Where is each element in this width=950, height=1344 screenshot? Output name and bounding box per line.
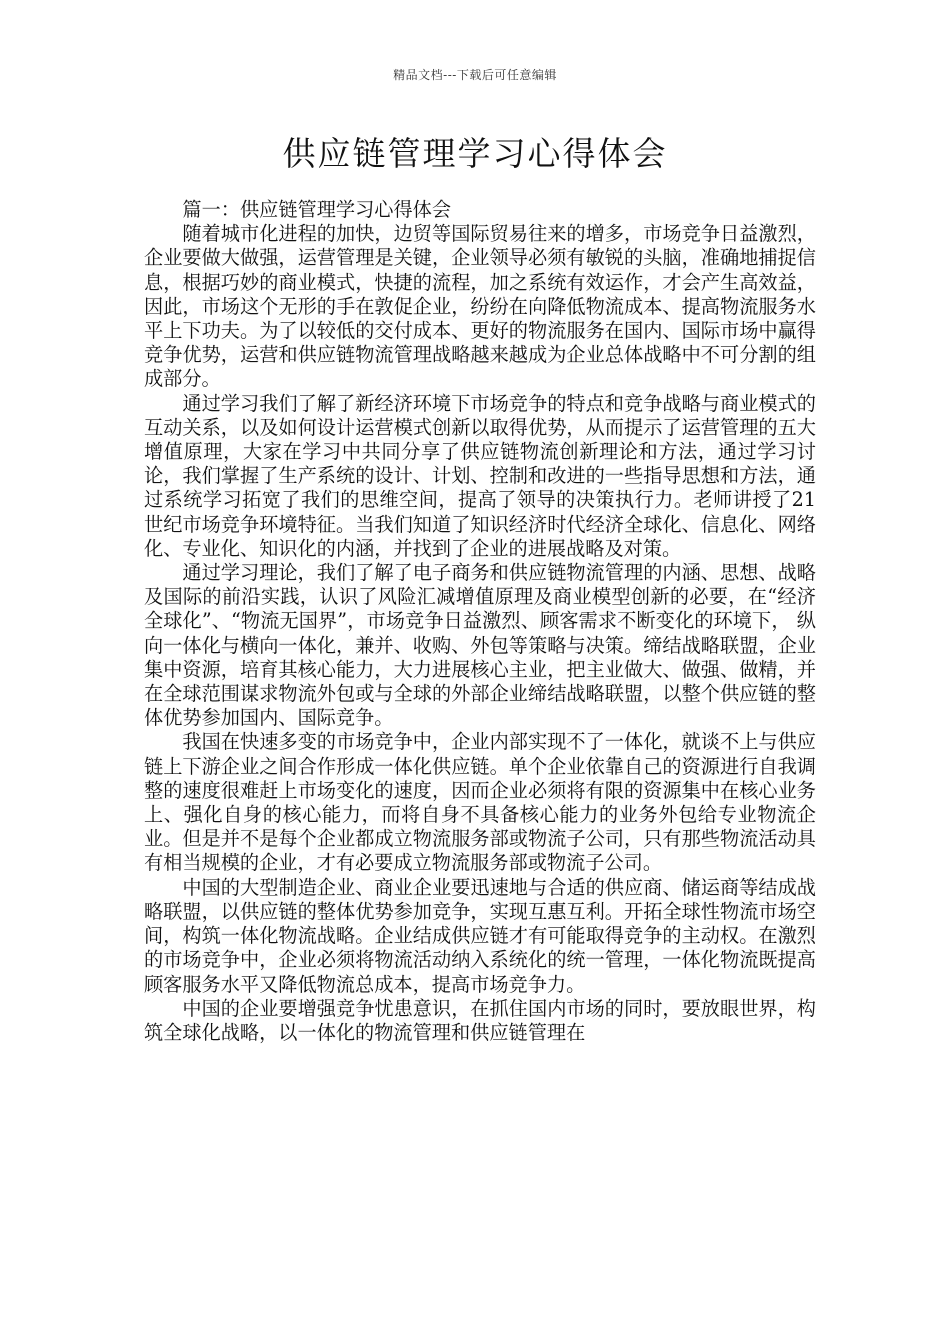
paragraph: 通过学习我们了解了新经济环境下市场竞争的特点和竞争战略与商业模式的互动关系，以及如何设计运营模式创新以取得优势，从而提示了运营管理的五大增值原理，大家在学习中共同分享了供应链物流创新理论和方法，通过学习讨论，我们掌握了生产系统的设计、计划、控制和改进的一些指导思想和方法，通过系统学习拓宽了我们的思维空间，提高了领导的决策执行力。老师讲授了21世纪市场竞争环境特征。当我们知道了知识经济时代经济全球化、信息化、网络化、专业化、知识化的内涵，并找到了企业的进展战略及对策。 bbox=[144, 391, 816, 560]
document-body bbox=[144, 198, 816, 1045]
header-watermark: 精品文档---下载后可任意编辑 bbox=[393, 68, 557, 82]
section-subheading: 篇一：供应链管理学习心得体会 bbox=[182, 198, 452, 221]
paragraph: 随着城市化进程的加快，边贸等国际贸易往来的增多，市场竞争日益激烈，企业要做大做强，运营管理是关键，企业领导必须有敏锐的头脑，准确地捕捉信息，根据巧妙的商业模式，快捷的流程，加之系统有效运作，才会产生高效益，因此，市场这个无形的手在敦促企业，纷纷在向降低物流成本、提高物流服务水平上下功夫。为了以较低的交付成本、更好的物流服务在国内、国际市场中赢得竞争优势，运营和供应链物流管理战略越来越成为企业总体战略中不可分割的组成部分。 bbox=[144, 222, 816, 391]
paragraph: 中国的大型制造企业、商业企业要迅速地与合适的供应商、储运商等结成战略联盟，以供应链的整体优势参加竞争，实现互惠互利。开拓全球性物流市场空间，构筑一体化物流战略。企业结成供应链才有可能取得竞争的主动权。在激烈的市场竞争中，企业必须将物流活动纳入系统化的统一管理，一体化物流既提高顾客服务水平又降低物流总成本，提高市场竞争力。 bbox=[144, 875, 816, 996]
paragraph: 中国的企业要增强竞争忧患意识，在抓住国内市场的同时，要放眼世界，构筑全球化战略，以一体化的物流管理和供应链管理在 bbox=[144, 996, 816, 1044]
document-title: 供应链管理学习心得体会 bbox=[282, 134, 668, 173]
paragraph: 我国在快速多变的市场竞争中，企业内部实现不了一体化，就谈不上与供应链上下游企业之间合作形成一体化供应链。单个企业依靠自己的资源进行自我调整的速度很难赶上市场变化的速度，因而企业必须将有限的资源集中在核心业务上、强化自身的核心能力，而将自身不具备核心能力的业务外包给专业物流企业。但是并不是每个企业都成立物流服务部或物流子公司，只有那些物流活动具有相当规模的企业，才有必要成立物流服务部或物流子公司。 bbox=[144, 730, 816, 875]
paragraph: 通过学习理论，我们了解了电子商务和供应链物流管理的内涵、思想、战略及国际的前沿实践，认识了风险汇减增值原理及商业模型创新的必要，在“经济全球化”、“物流无国界”，市场竞争日益激烈、顾客需求不断变化的环境下， 纵向一体化与横向一体化，兼并、收购、外包等策略与决策。缔结战略联盟，企业集中资源，培育其核心能力，大力进展核心主业，把主业做大、做强、做精，并在全球范围谋求物流外包或与全球的外部企业缔结战略联盟，以整个供应链的整体优势参加国内、国际竞争。 bbox=[144, 561, 816, 730]
